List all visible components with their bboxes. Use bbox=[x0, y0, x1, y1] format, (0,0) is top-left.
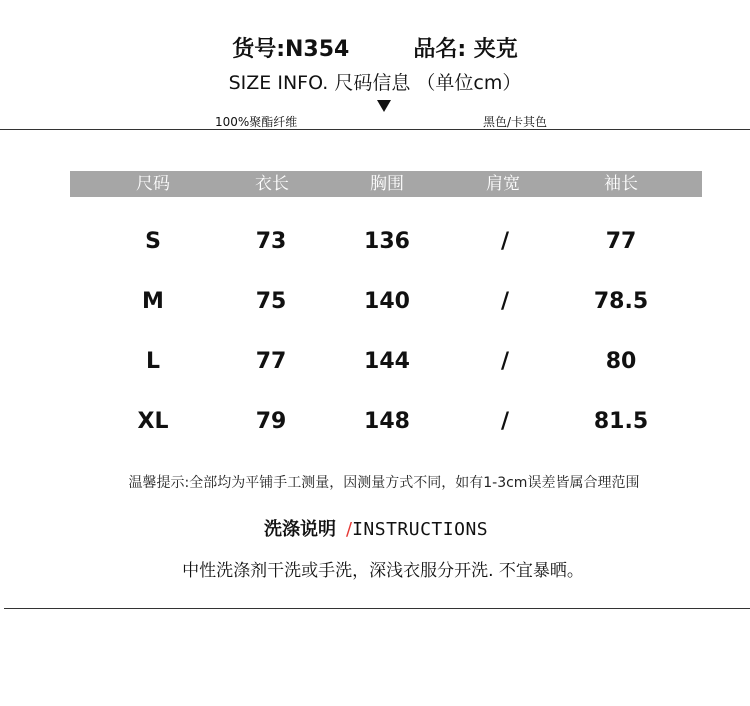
measurement-note: 温馨提示:全部均为平铺手工测量，因测量方式不同，如有1-3cm误差皆属合理范围 bbox=[128, 475, 640, 491]
table-cell: / bbox=[500, 229, 510, 254]
table-row bbox=[70, 349, 702, 377]
table-cell: 80 bbox=[605, 349, 637, 374]
color-label: 黑色/卡其色 bbox=[483, 115, 548, 129]
table-cell: XL bbox=[137, 409, 169, 434]
item-number: 货号:N354 bbox=[232, 37, 350, 62]
bottom-divider bbox=[4, 608, 750, 609]
table-cell: 144 bbox=[364, 349, 410, 374]
column-header-length: 衣长 bbox=[255, 174, 289, 194]
table-cell: M bbox=[142, 289, 164, 314]
table-cell: L bbox=[145, 349, 161, 374]
column-header-chest: 胸围 bbox=[370, 174, 404, 194]
table-cell: S bbox=[145, 229, 161, 254]
table-cell: 78.5 bbox=[593, 289, 649, 314]
table-cell: 140 bbox=[364, 289, 410, 314]
size-table-header bbox=[70, 171, 702, 197]
instructions-title bbox=[264, 515, 488, 541]
table-cell: 73 bbox=[255, 229, 287, 254]
table-cell: 77 bbox=[255, 349, 287, 374]
column-header-size: 尺码 bbox=[136, 174, 170, 194]
material-label: 100%聚酯纤维 bbox=[215, 115, 298, 129]
table-cell: / bbox=[500, 349, 510, 374]
table-cell: / bbox=[500, 289, 510, 314]
size-info-title: SIZE INFO. 尺码信息 （单位cm） bbox=[228, 72, 522, 94]
instructions-slash: / bbox=[346, 519, 353, 540]
instructions-title-cn: 洗涤说明 bbox=[264, 519, 336, 540]
down-arrow-icon bbox=[377, 100, 391, 112]
table-cell: 79 bbox=[255, 409, 287, 434]
table-cell: / bbox=[500, 409, 510, 434]
column-header-sleeve: 袖长 bbox=[604, 174, 638, 194]
table-row bbox=[70, 409, 702, 437]
instructions-title-en: INSTRUCTIONS bbox=[352, 519, 489, 540]
care-instructions-text: 中性洗涤剂干洗或手洗，深浅衣服分开洗. 不宜暴晒。 bbox=[182, 561, 584, 581]
top-divider bbox=[0, 129, 750, 130]
table-row bbox=[70, 229, 702, 257]
table-cell: 77 bbox=[605, 229, 637, 254]
table-cell: 136 bbox=[364, 229, 410, 254]
column-header-shoulder: 肩宽 bbox=[486, 174, 520, 194]
product-name: 品名: 夹克 bbox=[413, 37, 518, 62]
table-cell: 81.5 bbox=[593, 409, 649, 434]
header-title bbox=[0, 32, 750, 63]
table-cell: 75 bbox=[255, 289, 287, 314]
table-cell: 148 bbox=[364, 409, 410, 434]
table-row bbox=[70, 289, 702, 317]
